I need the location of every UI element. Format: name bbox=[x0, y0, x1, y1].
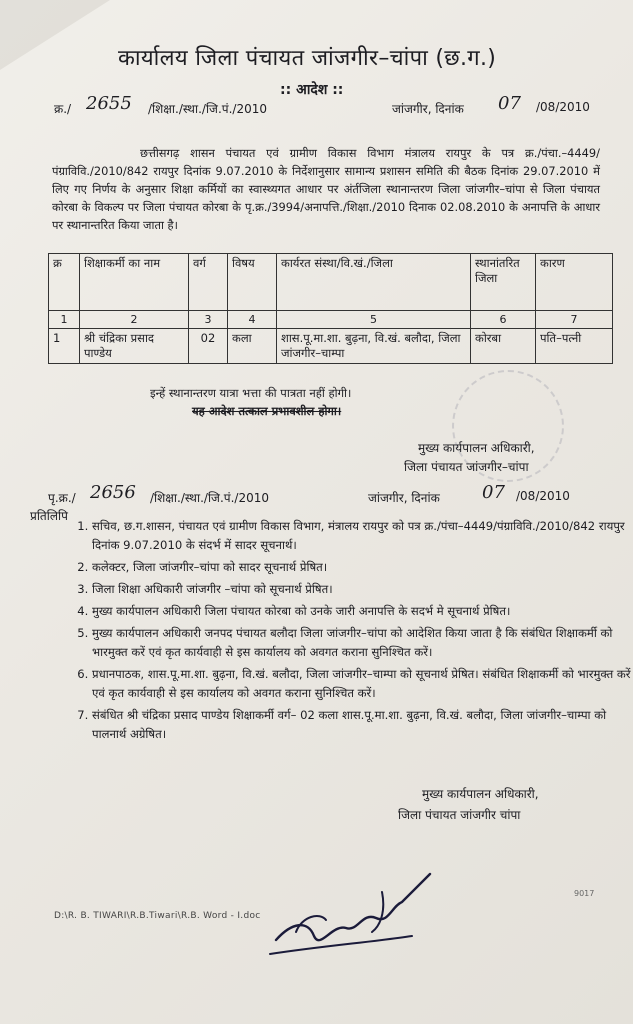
column-number: 5 bbox=[277, 311, 471, 329]
signature1-office: जिला पंचायत जांजगीर–चांपा bbox=[404, 460, 529, 474]
ref1-place-date: जांजगीर, दिनांक bbox=[392, 102, 464, 116]
list-item: 1. सचिव, छ.ग.शासन, पंचायत एवं ग्रामीण विकास विभाग, मंत्रालय रायपुर को पत्र क्र./पंचा–4449/पंग्राविवि./2010/842 रायपुर दिनांक 9.07.2010 के संदर्भ में सादर सूचनार्थ। bbox=[92, 517, 632, 555]
ref1-day: 07 bbox=[498, 93, 521, 114]
ref2-month-year: /08/2010 bbox=[516, 489, 570, 503]
table-header-cell: विषय bbox=[228, 254, 277, 311]
table-cell-serial: 1 bbox=[49, 329, 80, 364]
ref2-suffix: /शिक्षा./स्था./जि.पं./2010 bbox=[150, 491, 269, 505]
list-item: 5. मुख्य कार्यपालन अधिकारी जनपद पंचायत बलौदा जिला जांजगीर–चांपा को आदेशित किया जाता है कि संबंधित शिक्षाकर्मी को भारमुक्त करें एवं कृत कार्यवाही से इस कार्यालय को अवगत कराना सुनिश्चित करें। bbox=[92, 624, 632, 662]
column-number: 4 bbox=[228, 311, 277, 329]
ref2-place-date: जांजगीर, दिनांक bbox=[368, 491, 440, 505]
ref2-number: 2656 bbox=[90, 482, 136, 503]
ref1-number: 2655 bbox=[86, 93, 132, 114]
table-header-cell: कार्यरत संस्था/वि.खं./जिला bbox=[277, 254, 471, 311]
table-cell-district: कोरबा bbox=[471, 329, 536, 364]
table-cell-subject: कला bbox=[228, 329, 277, 364]
signature2-office: जिला पंचायत जांजगीर चांपा bbox=[398, 808, 521, 822]
copy-to-list bbox=[62, 517, 632, 747]
ref1-suffix: /शिक्षा./स्था./जि.पं./2010 bbox=[148, 102, 267, 116]
ref1-prefix: क्र./ bbox=[54, 102, 72, 116]
column-number: 2 bbox=[80, 311, 189, 329]
page-fold bbox=[0, 0, 110, 70]
table-cell-institution: शास.पू.मा.शा. बुढ़ना, वि.खं. बलौदा, जिला जांजगीर–चाम्पा bbox=[277, 329, 471, 364]
table-cell-name: श्री चंद्रिका प्रसाद पाण्डेय bbox=[80, 329, 189, 364]
table-column-number-row bbox=[49, 311, 613, 329]
order-heading: :: आदेश :: bbox=[280, 82, 344, 98]
table-cell-reason: पति–पत्नी bbox=[536, 329, 613, 364]
table-header-cell: क्र bbox=[49, 254, 80, 311]
table-header-cell: स्थानांतरित जिला bbox=[471, 254, 536, 311]
list-item: 7. संबंधित श्री चंद्रिका प्रसाद पाण्डेय शिक्षाकर्मी वर्ग– 02 कला शास.पू.मा.शा. बुढ़ना, वि.खं. बलौदा, जिला जांजगीर–चाम्पा को पालनार्थ अग्रेषित। bbox=[92, 706, 632, 744]
list-item: 2. कलेक्टर, जिला जांजगीर–चांपा को सादर सूचनार्थ प्रेषित। bbox=[92, 558, 632, 577]
office-title: कार्यालय जिला पंचायत जांजगीर–चांपा (छ.ग.) bbox=[118, 46, 497, 71]
file-path-footer: D:\R. B. TIWARI\R.B.Tiwari\R.B. Word - I.doc bbox=[54, 911, 261, 921]
table-row bbox=[49, 329, 613, 364]
ref1-month-year: /08/2010 bbox=[536, 100, 590, 114]
transfer-table bbox=[48, 253, 613, 364]
list-item: 6. प्रधानपाठक, शास.पू.मा.शा. बुढ़ना, वि.खं. बलौदा, जिला जांजगीर–चाम्पा को सूचनार्थ प्रेषित। संबंधित शिक्षाकर्मी को भारमुक्त करें एवं कृत कार्यवाही से इस कार्यालय को अवगत कराना सुनिश्चित करें। bbox=[92, 665, 632, 703]
list-item: 3. जिला शिक्षा अधिकारी जांजगीर –चांपा को सूचनार्थ प्रेषित। bbox=[92, 580, 632, 599]
list-item: 4. मुख्य कार्यपालन अधिकारी जिला पंचायत कोरबा को उनके जारी अनापत्ति के सदर्भ मे सूचनार्थ प्रेषित। bbox=[92, 602, 632, 621]
table-header-cell: वर्ग bbox=[189, 254, 228, 311]
table-header-cell: कारण bbox=[536, 254, 613, 311]
column-number: 1 bbox=[49, 311, 80, 329]
table-header-cell: शिक्षाकर्मी का नाम bbox=[80, 254, 189, 311]
copy-to-label: प्रतिलिपि bbox=[30, 509, 68, 523]
struck-effective-note: यह आदेश तत्काल प्रभावशील होगा। bbox=[192, 404, 342, 418]
order-intro-paragraph: छत्तीसगढ़ शासन पंचायत एवं ग्रामीण विकास विभाग मंत्रालय रायपुर के पत्र क्र./पंचा.–4449/पंग्राविवि./2010/842 रायपुर दिनांक 9.07.2010 के निर्देशानुसार सामान्य प्रशासन समिति की बैठक दिनांक 29.07.2010 में लिए गए निर्णय के अनुसार शिक्षा कर्मियों का स्वास्थ्यगत आधार पर अंर्तजिला स्थानान्तरण जिला जांजगीर–चांपा से जिला पंचायत कोरबा के विकल्प पर जिला पंचायत कोरबा के पृ.क्र./3994/अनापत्ति./शिक्षा./2010 दिनाक 02.08.2010 के अनापत्ति के आधार पर स्थानान्तरित किया जाता है। bbox=[52, 146, 600, 232]
column-number: 6 bbox=[471, 311, 536, 329]
signature2-designation: मुख्य कार्यपालन अधिकारी, bbox=[422, 787, 539, 801]
table-header-row bbox=[49, 254, 613, 311]
signature1-designation: मुख्य कार्यपालन अधिकारी, bbox=[418, 441, 535, 455]
page-mark: 9017 bbox=[574, 889, 595, 898]
ref2-day: 07 bbox=[482, 482, 505, 503]
table-cell-class: 02 bbox=[189, 329, 228, 364]
travel-allowance-note: इन्हें स्थानान्तरण यात्रा भत्ता की पात्रता नहीं होगी। bbox=[150, 386, 352, 400]
ref2-prefix: पृ.क्र./ bbox=[48, 491, 76, 505]
handwritten-signature bbox=[262, 862, 442, 972]
column-number: 3 bbox=[189, 311, 228, 329]
column-number: 7 bbox=[536, 311, 613, 329]
